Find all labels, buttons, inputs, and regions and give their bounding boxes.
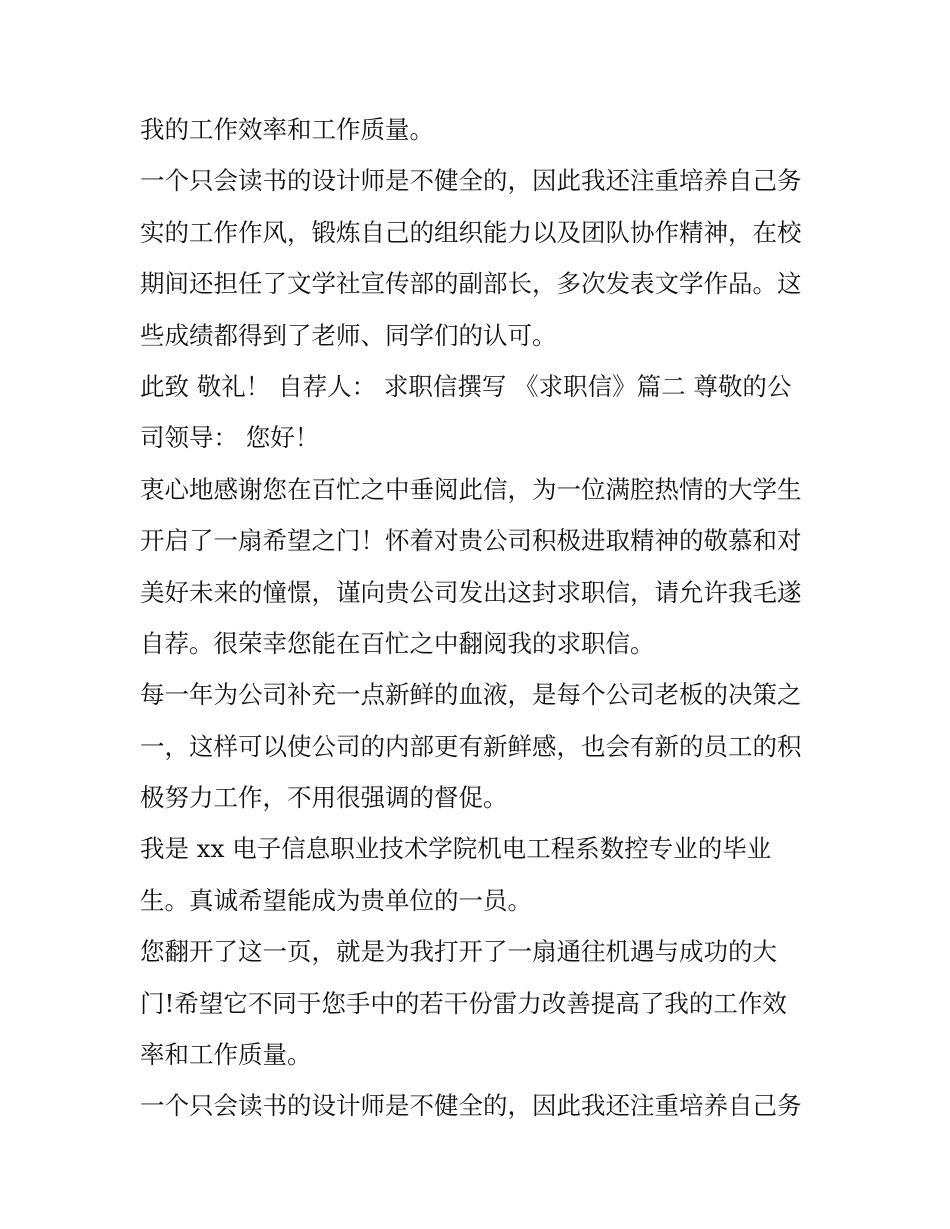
text-line: 一个只会读书的设计师是不健全的，因此我还注重培养自己务 (140, 1091, 802, 1121)
document-body (140, 104, 830, 1132)
text-line: 生。真诚希望能成为贵单位的一员。 (140, 885, 532, 915)
text-line: 自荐。很荣幸您能在百忙之中翻阅我的求职信。 (140, 628, 655, 658)
text-line: 一个只会读书的设计师是不健全的，因此我还注重培养自己务 (140, 166, 802, 196)
text-line: 开启了一扇希望之门！怀着对贵公司积极进取精神的敬慕和对 (140, 526, 802, 556)
text-line: 门!希望它不同于您手中的若干份雷力改善提高了我的工作效 (140, 988, 787, 1018)
text-line: 实的工作作风，锻炼自己的组织能力以及团队协作精神，在校 (140, 217, 802, 247)
text-line: 期间还担任了文学社宣传部的副部长，多次发表文学作品。这 (140, 269, 802, 299)
text-line: 一，这样可以使公司的内部更有新鲜感，也会有新的员工的积 (140, 731, 802, 761)
text-line: 极努力工作，不用很强调的督促。 (140, 783, 508, 813)
text-line: 我的工作效率和工作质量。 (140, 115, 434, 144)
text-line: 美好未来的憧憬，谨向贵公司发出这封求职信，请允许我毛遂 (140, 577, 802, 607)
text-line: 每一年为公司补充一点新鲜的血液，是每个公司老板的决策之 (140, 680, 802, 710)
text-line: 我是 xx 电子信息职业技术学院机电工程系数控专业的毕业 (140, 834, 772, 864)
text-line: 司领导： 您好！ (140, 423, 320, 453)
text-line: 率和工作质量。 (140, 1040, 312, 1070)
text-line: 您翻开了这一页，就是为我打开了一扇通往机遇与成功的大 (140, 937, 777, 967)
text-line: 此致 敬礼！ 自荐人： 求职信撰写 《求职信》篇二 尊敬的公 (140, 371, 792, 401)
text-line: 衷心地感谢您在百忙之中垂阅此信，为一位满腔热情的大学生 (140, 474, 802, 504)
text-line: 些成绩都得到了老师、同学们的认可。 (140, 320, 557, 350)
